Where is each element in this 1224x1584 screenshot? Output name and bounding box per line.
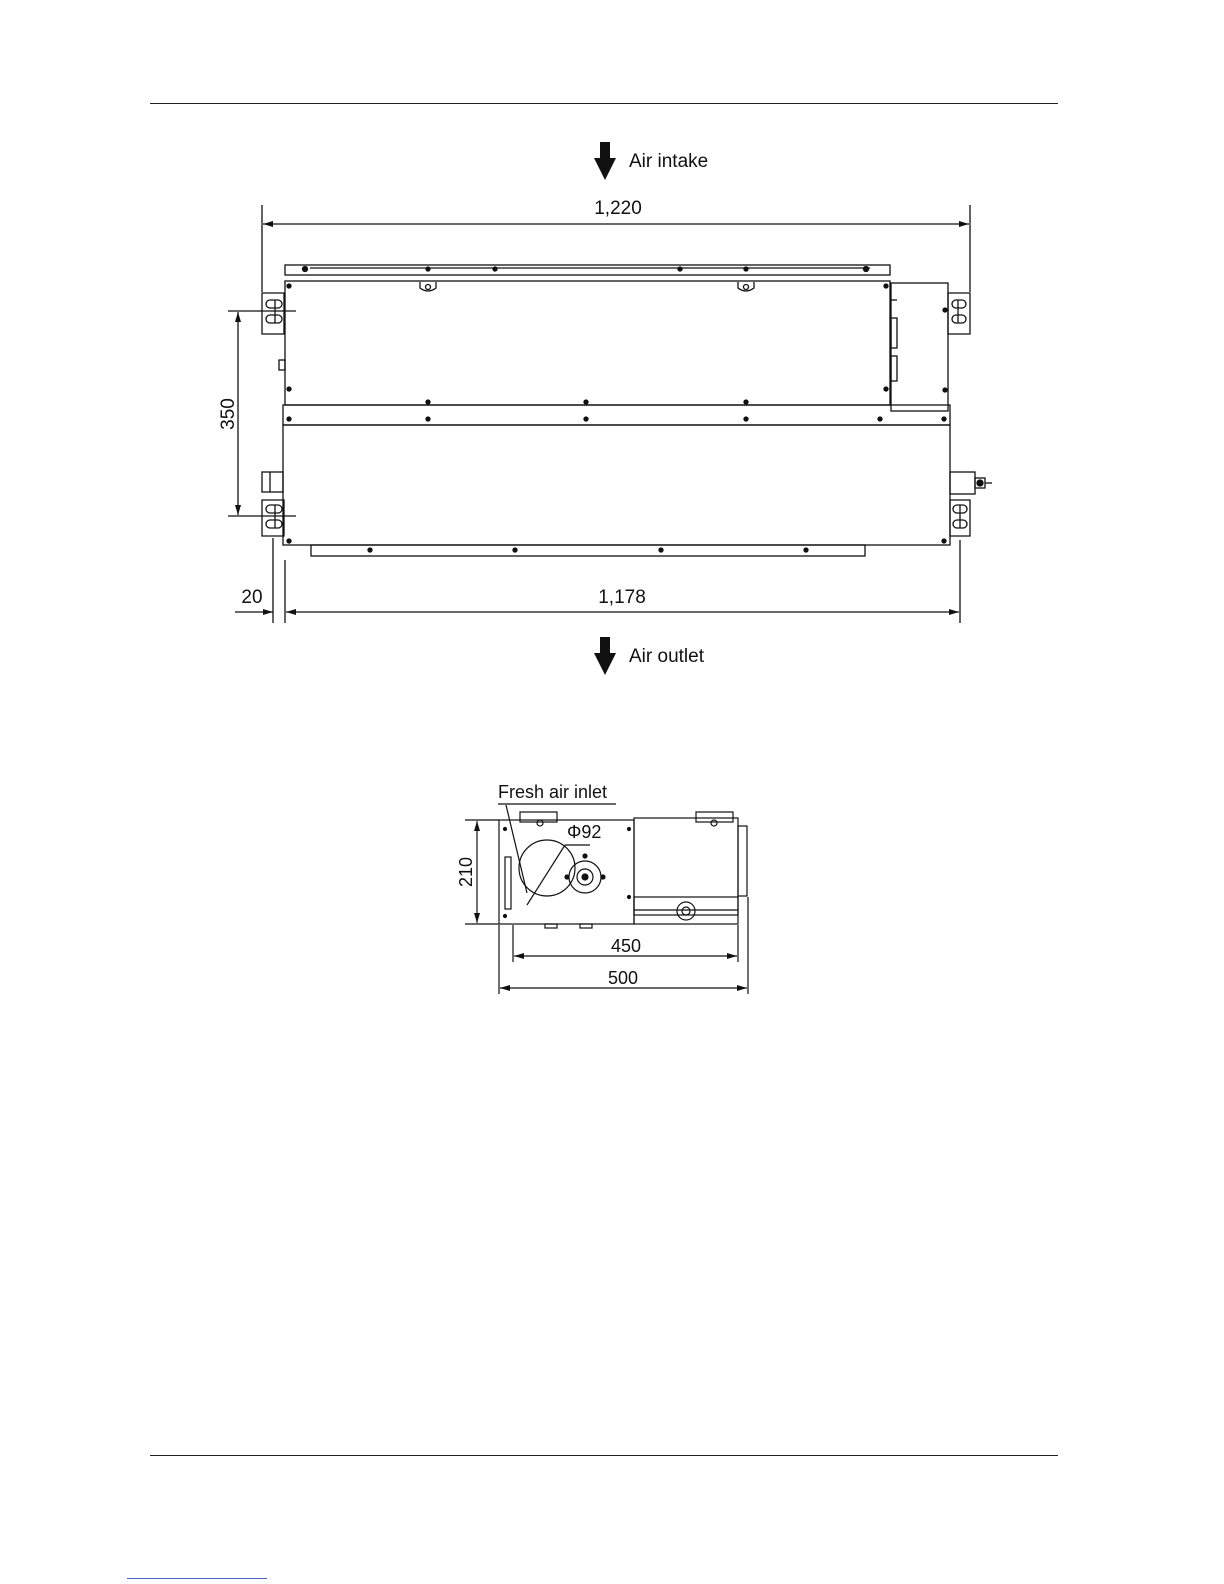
dim-diameter-label: Φ92 <box>567 822 602 842</box>
hanger-bracket-bottom-left <box>262 500 284 536</box>
dim-overall-width-label: 1,220 <box>594 198 642 219</box>
dim-height-label: 350 <box>218 398 239 430</box>
electrical-box <box>891 283 948 411</box>
dim-side-height-label: 210 <box>456 856 476 888</box>
air-intake-label: Air intake <box>629 151 709 172</box>
dim-side-overall-width-label: 500 <box>607 968 639 988</box>
air-intake-arrow-icon <box>594 142 616 180</box>
side-view <box>465 782 748 994</box>
front-view <box>218 142 992 675</box>
middle-band <box>283 405 950 425</box>
fresh-air-inlet-label: Fresh air inlet <box>498 782 608 802</box>
hanger-bracket-top-left <box>262 293 284 334</box>
top-rail <box>285 265 890 275</box>
dim-offset-and-body <box>235 538 960 623</box>
air-outlet-arrow-icon <box>594 637 616 675</box>
drain-connection-right <box>950 472 992 494</box>
upper-body <box>279 281 890 405</box>
lower-body <box>283 425 950 556</box>
dim-offset-label: 20 <box>241 587 263 608</box>
hanger-bracket-top-right <box>948 293 970 334</box>
pipe-connection-left <box>262 472 283 492</box>
hanger-bracket-bottom-right <box>950 500 970 536</box>
dim-body-width-label: 1,178 <box>598 587 646 608</box>
air-outlet-label: Air outlet <box>629 646 704 667</box>
dim-inner-width-label: 450 <box>610 936 642 956</box>
